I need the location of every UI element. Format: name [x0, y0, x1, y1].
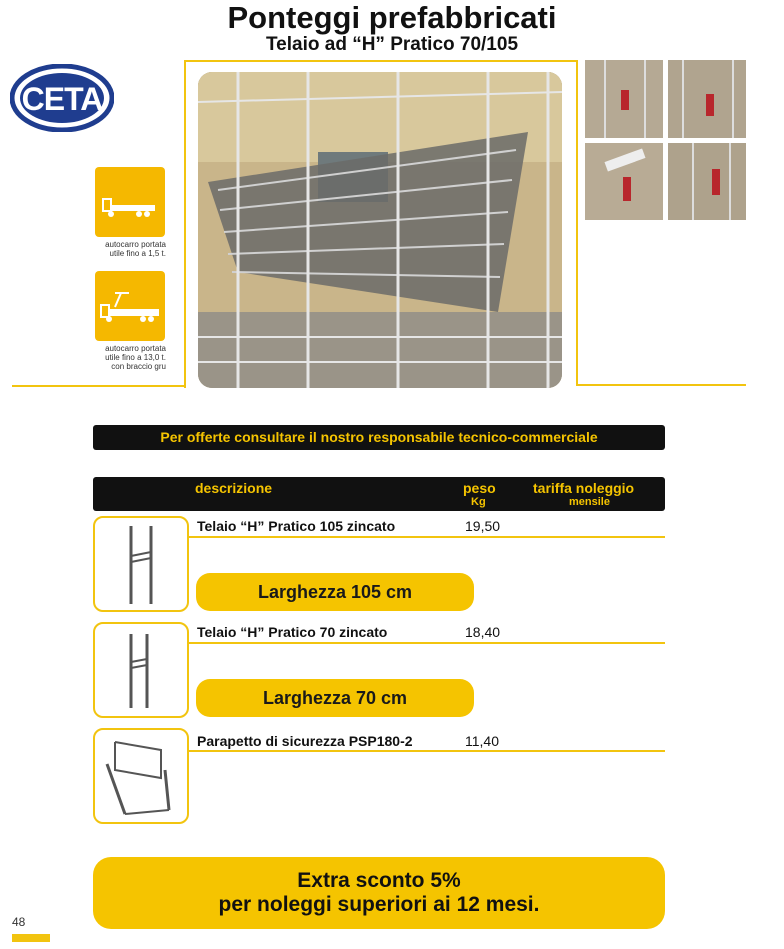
scaffolding-photo: [198, 72, 562, 388]
crane-truck-tile: [95, 271, 165, 341]
table-row-name: Parapetto di sicurezza PSP180-2: [197, 733, 413, 749]
table-row-name: Telaio “H” Pratico 70 zincato: [197, 624, 388, 640]
header-descrizione: descrizione: [195, 480, 273, 496]
page-subtitle: Telaio ad “H” Pratico 70/105: [265, 34, 519, 55]
svg-text:CETA: CETA: [21, 81, 103, 117]
page-number-bar: [12, 934, 50, 942]
page-number: 48: [12, 915, 26, 929]
product-image-frame-70: [93, 622, 189, 718]
header-tariffa: tariffa noleggio: [533, 480, 635, 496]
promo-line-2: per noleggi superiori ai 12 mesi.: [218, 893, 540, 916]
header-peso-unit: Kg: [471, 496, 486, 508]
thumbnail-photo-3: [585, 143, 663, 220]
width-badge-70: Larghezza 70 cm: [196, 679, 474, 717]
table-header: [93, 477, 665, 511]
truck-tile: [95, 167, 165, 237]
guardrail-icon: [95, 730, 187, 822]
table-row-peso: 19,50: [465, 518, 501, 534]
promo-line-1: Extra sconto 5%: [297, 869, 461, 892]
product-image-frame-105: [93, 516, 189, 612]
promo-banner: [93, 857, 665, 929]
h-frame-narrow-icon: [95, 624, 187, 716]
page-title: Ponteggi prefabbricati: [227, 0, 557, 35]
header-tariffa-sub: mensile: [569, 496, 610, 508]
notice-bar: [93, 425, 665, 450]
thumbnail-photo-1: [585, 60, 663, 138]
table-row-peso: 18,40: [465, 624, 501, 640]
thumbnail-photo-2: [668, 60, 746, 138]
truck-caption-line-2: utile fino a 1,5 t.: [109, 249, 166, 258]
crane-truck-icon: [95, 271, 165, 341]
crane-caption-line-3: con braccio gru: [111, 362, 166, 371]
product-image-guardrail: [93, 728, 189, 824]
crane-caption-line-1: autocarro portata: [105, 344, 166, 353]
table-row-peso: 11,40: [465, 733, 499, 749]
thumbnail-photo-4: [668, 143, 746, 220]
truck-caption-line-1: autocarro portata: [105, 240, 166, 249]
h-frame-icon: [95, 518, 187, 610]
truck-icon: [95, 167, 165, 237]
notice-text: Per offerte consultare il nostro responsabile tecnico-commerciale: [160, 429, 598, 445]
header-peso: peso: [463, 480, 496, 496]
width-badge-105: Larghezza 105 cm: [196, 573, 474, 611]
ceta-logo: [10, 64, 114, 132]
table-row-name: Telaio “H” Pratico 105 zincato: [197, 518, 396, 534]
crane-caption-line-2: utile fino a 13,0 t.: [105, 353, 166, 362]
